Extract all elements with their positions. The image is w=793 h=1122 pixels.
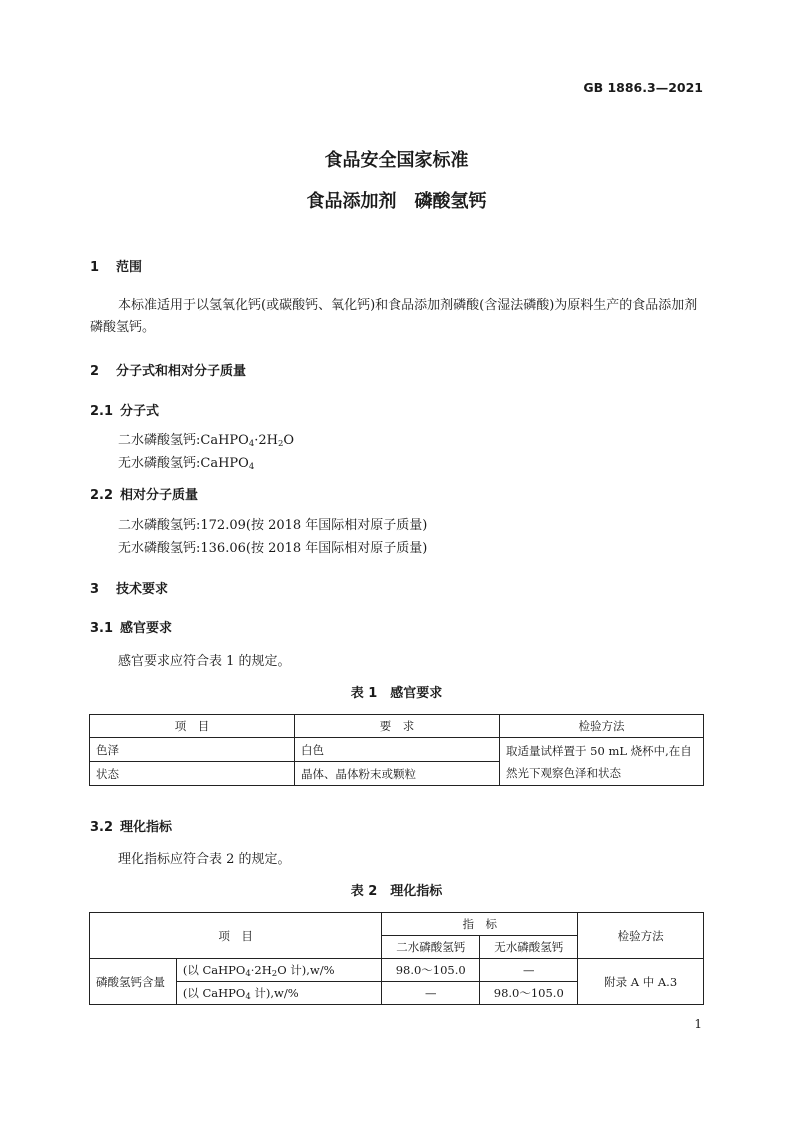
section-title: 理化指标: [120, 820, 173, 835]
cell-dihydrate-value: —: [382, 982, 480, 1005]
document-subtitle: 食品添加剂 磷酸氢钙: [306, 191, 487, 212]
formula-text: 无水磷酸氢钙:CaHPO: [118, 456, 249, 471]
basis-text: 计),w/%: [250, 985, 299, 1000]
standard-number: GB 1886.3—2021: [583, 80, 703, 95]
document-title: 食品安全国家标准: [324, 150, 469, 171]
basis-text: (以 CaHPO: [182, 962, 246, 977]
section-2-2-heading: [90, 484, 198, 503]
section-title: 感官要求: [120, 621, 173, 636]
section-title: 技术要求: [116, 582, 169, 597]
section-3-2-heading: [90, 816, 172, 835]
cell-dihydrate-value: 98.0～105.0: [382, 959, 480, 982]
section-title: 范围: [116, 260, 143, 275]
cell-basis: [176, 982, 381, 1005]
column-header-method: 检验方法: [578, 913, 704, 959]
molecular-mass-dihydrate: 二水磷酸氢钙:172.09(按 2018 年国际相对原子质量): [118, 518, 428, 533]
molecular-mass-anhydrous: 无水磷酸氢钙:136.06(按 2018 年国际相对原子质量): [118, 541, 428, 556]
cell-group: 磷酸氢钙含量: [90, 959, 177, 1005]
column-header-index: 指 标: [382, 913, 578, 936]
basis-subscript: 4: [245, 968, 251, 979]
formula-text: O: [283, 433, 295, 448]
section-number: 3.2: [90, 820, 114, 835]
physicochemical-table: [89, 912, 704, 1005]
cell-method: 取适量试样置于 50 mL 烧杯中,在自然光下观察色泽和状态: [500, 738, 704, 786]
table-2-caption: 表 2 理化指标: [350, 884, 443, 899]
formula-subscript: 2: [278, 439, 284, 449]
section-2-heading: [90, 360, 246, 379]
sensory-requirements-table: [89, 714, 704, 786]
sensory-requirements-text: 感官要求应符合表 1 的规定。: [118, 654, 291, 669]
cell-requirement: 晶体、晶体粉末或颗粒: [295, 762, 500, 786]
formula-text: ·2H: [254, 433, 278, 448]
section-number: 1: [90, 260, 100, 275]
section-number: 3: [90, 582, 100, 597]
basis-text: ·2H: [250, 962, 272, 977]
basis-subscript: 2: [271, 968, 278, 979]
section-1-heading: [90, 256, 142, 275]
section-number: 3.1: [90, 621, 114, 636]
table-header-row: [90, 715, 704, 738]
physicochemical-text: 理化指标应符合表 2 的规定。: [118, 852, 291, 867]
section-title: 分子式和相对分子质量: [116, 364, 247, 379]
column-header-anhydrous: 无水磷酸氢钙: [480, 936, 578, 959]
section-number: 2.1: [90, 404, 114, 419]
formula-dihydrate: [118, 429, 294, 449]
basis-text: (以 CaHPO: [182, 985, 246, 1000]
formula-subscript: 4: [248, 439, 255, 449]
section-2-1-heading: [90, 400, 159, 419]
formula-subscript: 4: [248, 462, 255, 472]
section-3-heading: [90, 578, 168, 597]
section-number: 2: [90, 364, 100, 379]
basis-text: O 计),w/%: [277, 962, 335, 977]
section-number: 2.2: [90, 488, 114, 503]
table-row: [90, 959, 704, 982]
cell-item: 状态: [90, 762, 295, 786]
column-header-requirement: 要 求: [295, 715, 500, 738]
cell-anhydrous-value: 98.0～105.0: [480, 982, 578, 1005]
cell-method: 附录 A 中 A.3: [578, 959, 704, 1005]
table-row: [90, 738, 704, 762]
cell-basis: [176, 959, 381, 982]
table-1-caption: 表 1 感官要求: [350, 686, 443, 701]
column-header-dihydrate: 二水磷酸氢钙: [382, 936, 480, 959]
column-header-item: 项 目: [90, 715, 295, 738]
formula-text: 二水磷酸氢钙:CaHPO: [118, 433, 249, 448]
page-number: 1: [694, 1017, 702, 1031]
column-header-method: 检验方法: [500, 715, 704, 738]
cell-requirement: 白色: [295, 738, 500, 762]
section-title: 相对分子质量: [120, 488, 199, 503]
formula-anhydrous: [118, 452, 254, 472]
section-3-1-heading: [90, 617, 172, 636]
column-header-item: 项 目: [90, 913, 382, 959]
cell-anhydrous-value: —: [480, 959, 578, 982]
section-title: 分子式: [120, 404, 160, 419]
basis-subscript: 4: [245, 991, 251, 1002]
table-header-row: [90, 913, 704, 936]
cell-item: 色泽: [90, 738, 295, 762]
scope-paragraph: 本标准适用于以氢氧化钙(或碳酸钙、氧化钙)和食品添加剂磷酸(含湿法磷酸)为原料生产的食品添加剂磷酸氢钙。: [90, 298, 698, 335]
